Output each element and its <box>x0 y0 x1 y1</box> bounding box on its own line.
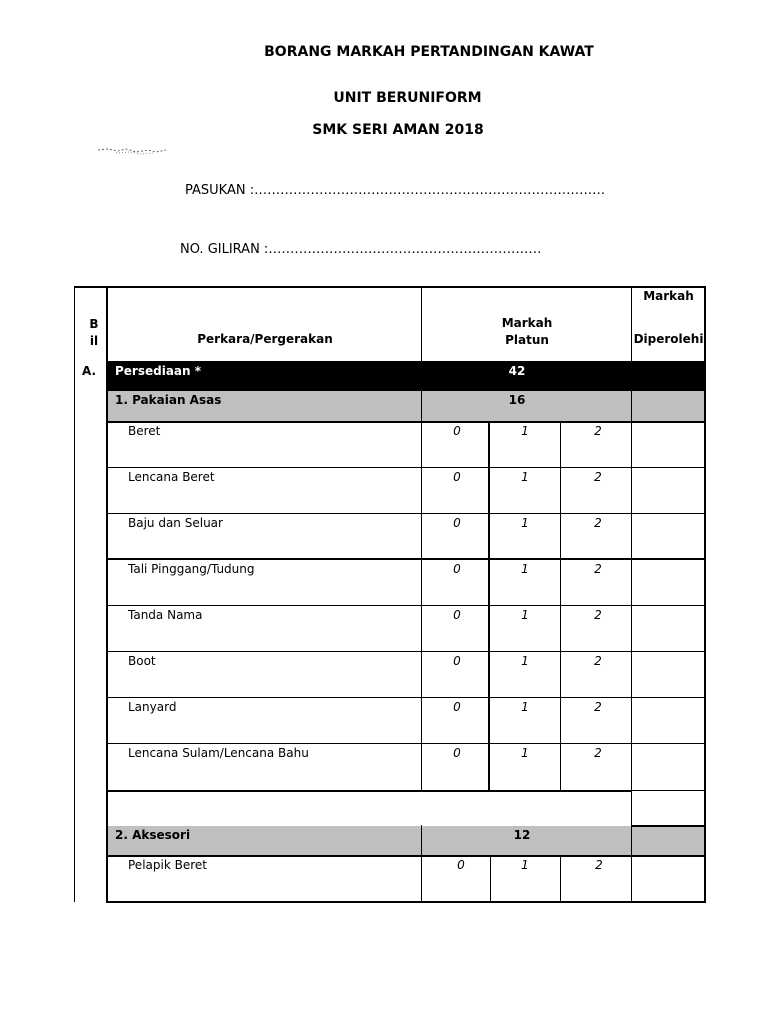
row-rule <box>108 651 705 652</box>
score-option: 0 <box>453 608 461 622</box>
row-rule <box>106 421 706 423</box>
table-right-rule <box>704 286 706 903</box>
score-option: 0 <box>453 424 461 438</box>
table-top-rule <box>74 286 706 288</box>
score-column-rule <box>631 390 632 902</box>
score-option: 1 <box>521 746 529 760</box>
col-markah-diperolehi-header-1: Markah <box>643 289 694 303</box>
row-rule <box>631 825 705 827</box>
group-label: 2. Aksesori <box>115 828 191 842</box>
score-column-rule <box>490 855 491 902</box>
section-bil: A. <box>82 364 97 378</box>
item-label: Baju dan Seluar <box>128 516 223 530</box>
row-rule <box>108 790 632 792</box>
score-option: 1 <box>521 654 529 668</box>
score-option: 0 <box>453 470 461 484</box>
item-label: Lencana Beret <box>128 470 215 484</box>
item-label: Boot <box>128 654 156 668</box>
score-option: 2 <box>594 608 602 622</box>
header-rule <box>631 286 632 363</box>
row-rule <box>108 743 705 744</box>
row-rule <box>108 513 705 514</box>
row-rule <box>108 855 705 857</box>
col-perkara-header: Perkara/Pergerakan <box>197 332 333 346</box>
score-option: 2 <box>594 700 602 714</box>
col-markah-diperolehi-header-2: Diperolehi <box>633 332 704 346</box>
score-column-rule <box>560 421 561 791</box>
score-option: 2 <box>594 746 602 760</box>
score-option: 2 <box>594 562 602 576</box>
table-left-rule <box>74 286 75 902</box>
score-option: 1 <box>521 470 529 484</box>
score-option: 1 <box>521 858 529 872</box>
form-subtitle-school: SMK SERI AMAN 2018 <box>312 122 484 138</box>
score-option: 2 <box>594 654 602 668</box>
header-rule <box>421 286 422 363</box>
row-rule <box>106 390 706 391</box>
form-title: BORANG MARKAH PERTANDINGAN KAWAT <box>264 44 594 60</box>
score-column-rule <box>421 825 422 902</box>
score-option: 2 <box>594 470 602 484</box>
scan-smudge <box>96 144 170 158</box>
item-label: Tanda Nama <box>128 608 203 622</box>
group-total: 12 <box>513 828 531 842</box>
item-label: Beret <box>128 424 161 438</box>
row-rule <box>108 605 705 606</box>
row-rule <box>108 467 705 468</box>
row-rule <box>631 790 705 791</box>
row-rule <box>106 361 706 362</box>
group-total: 16 <box>508 393 526 407</box>
section-total: 42 <box>508 364 526 378</box>
score-option: 0 <box>453 746 461 760</box>
score-option: 1 <box>521 562 529 576</box>
score-option: 2 <box>594 424 602 438</box>
score-option: 0 <box>453 562 461 576</box>
score-option: 0 <box>453 516 461 530</box>
score-option: 0 <box>453 700 461 714</box>
score-column-rule <box>560 855 561 902</box>
score-option: 2 <box>594 516 602 530</box>
pasukan-field: PASUKAN :……………………………………………………………………… <box>185 183 606 198</box>
score-option: 2 <box>595 858 603 872</box>
item-label: Lencana Sulam/Lencana Bahu <box>128 746 309 760</box>
item-label: Lanyard <box>128 700 177 714</box>
score-column-rule <box>488 421 490 791</box>
row-rule <box>108 697 705 698</box>
score-option: 0 <box>457 858 465 872</box>
giliran-field: NO. GILIRAN :……………………………………………………… <box>180 242 542 257</box>
col-markah-platun-header: Markah Platun <box>501 316 553 347</box>
group-label: 1. Pakaian Asas <box>115 393 222 407</box>
section-label: Persediaan * <box>115 364 202 378</box>
col-bil-header: B il <box>89 317 99 348</box>
score-option: 1 <box>521 608 529 622</box>
score-column-rule <box>421 390 422 791</box>
score-option: 1 <box>521 516 529 530</box>
item-label: Tali Pinggang/Tudung <box>128 562 255 576</box>
table-bottom-rule <box>106 901 706 903</box>
score-option: 1 <box>521 700 529 714</box>
bil-column-rule <box>106 286 108 903</box>
score-option: 1 <box>521 424 529 438</box>
row-rule <box>108 558 705 560</box>
form-subtitle-unit: UNIT BERUNIFORM <box>333 90 482 106</box>
score-option: 0 <box>453 654 461 668</box>
item-label: Pelapik Beret <box>128 858 207 872</box>
